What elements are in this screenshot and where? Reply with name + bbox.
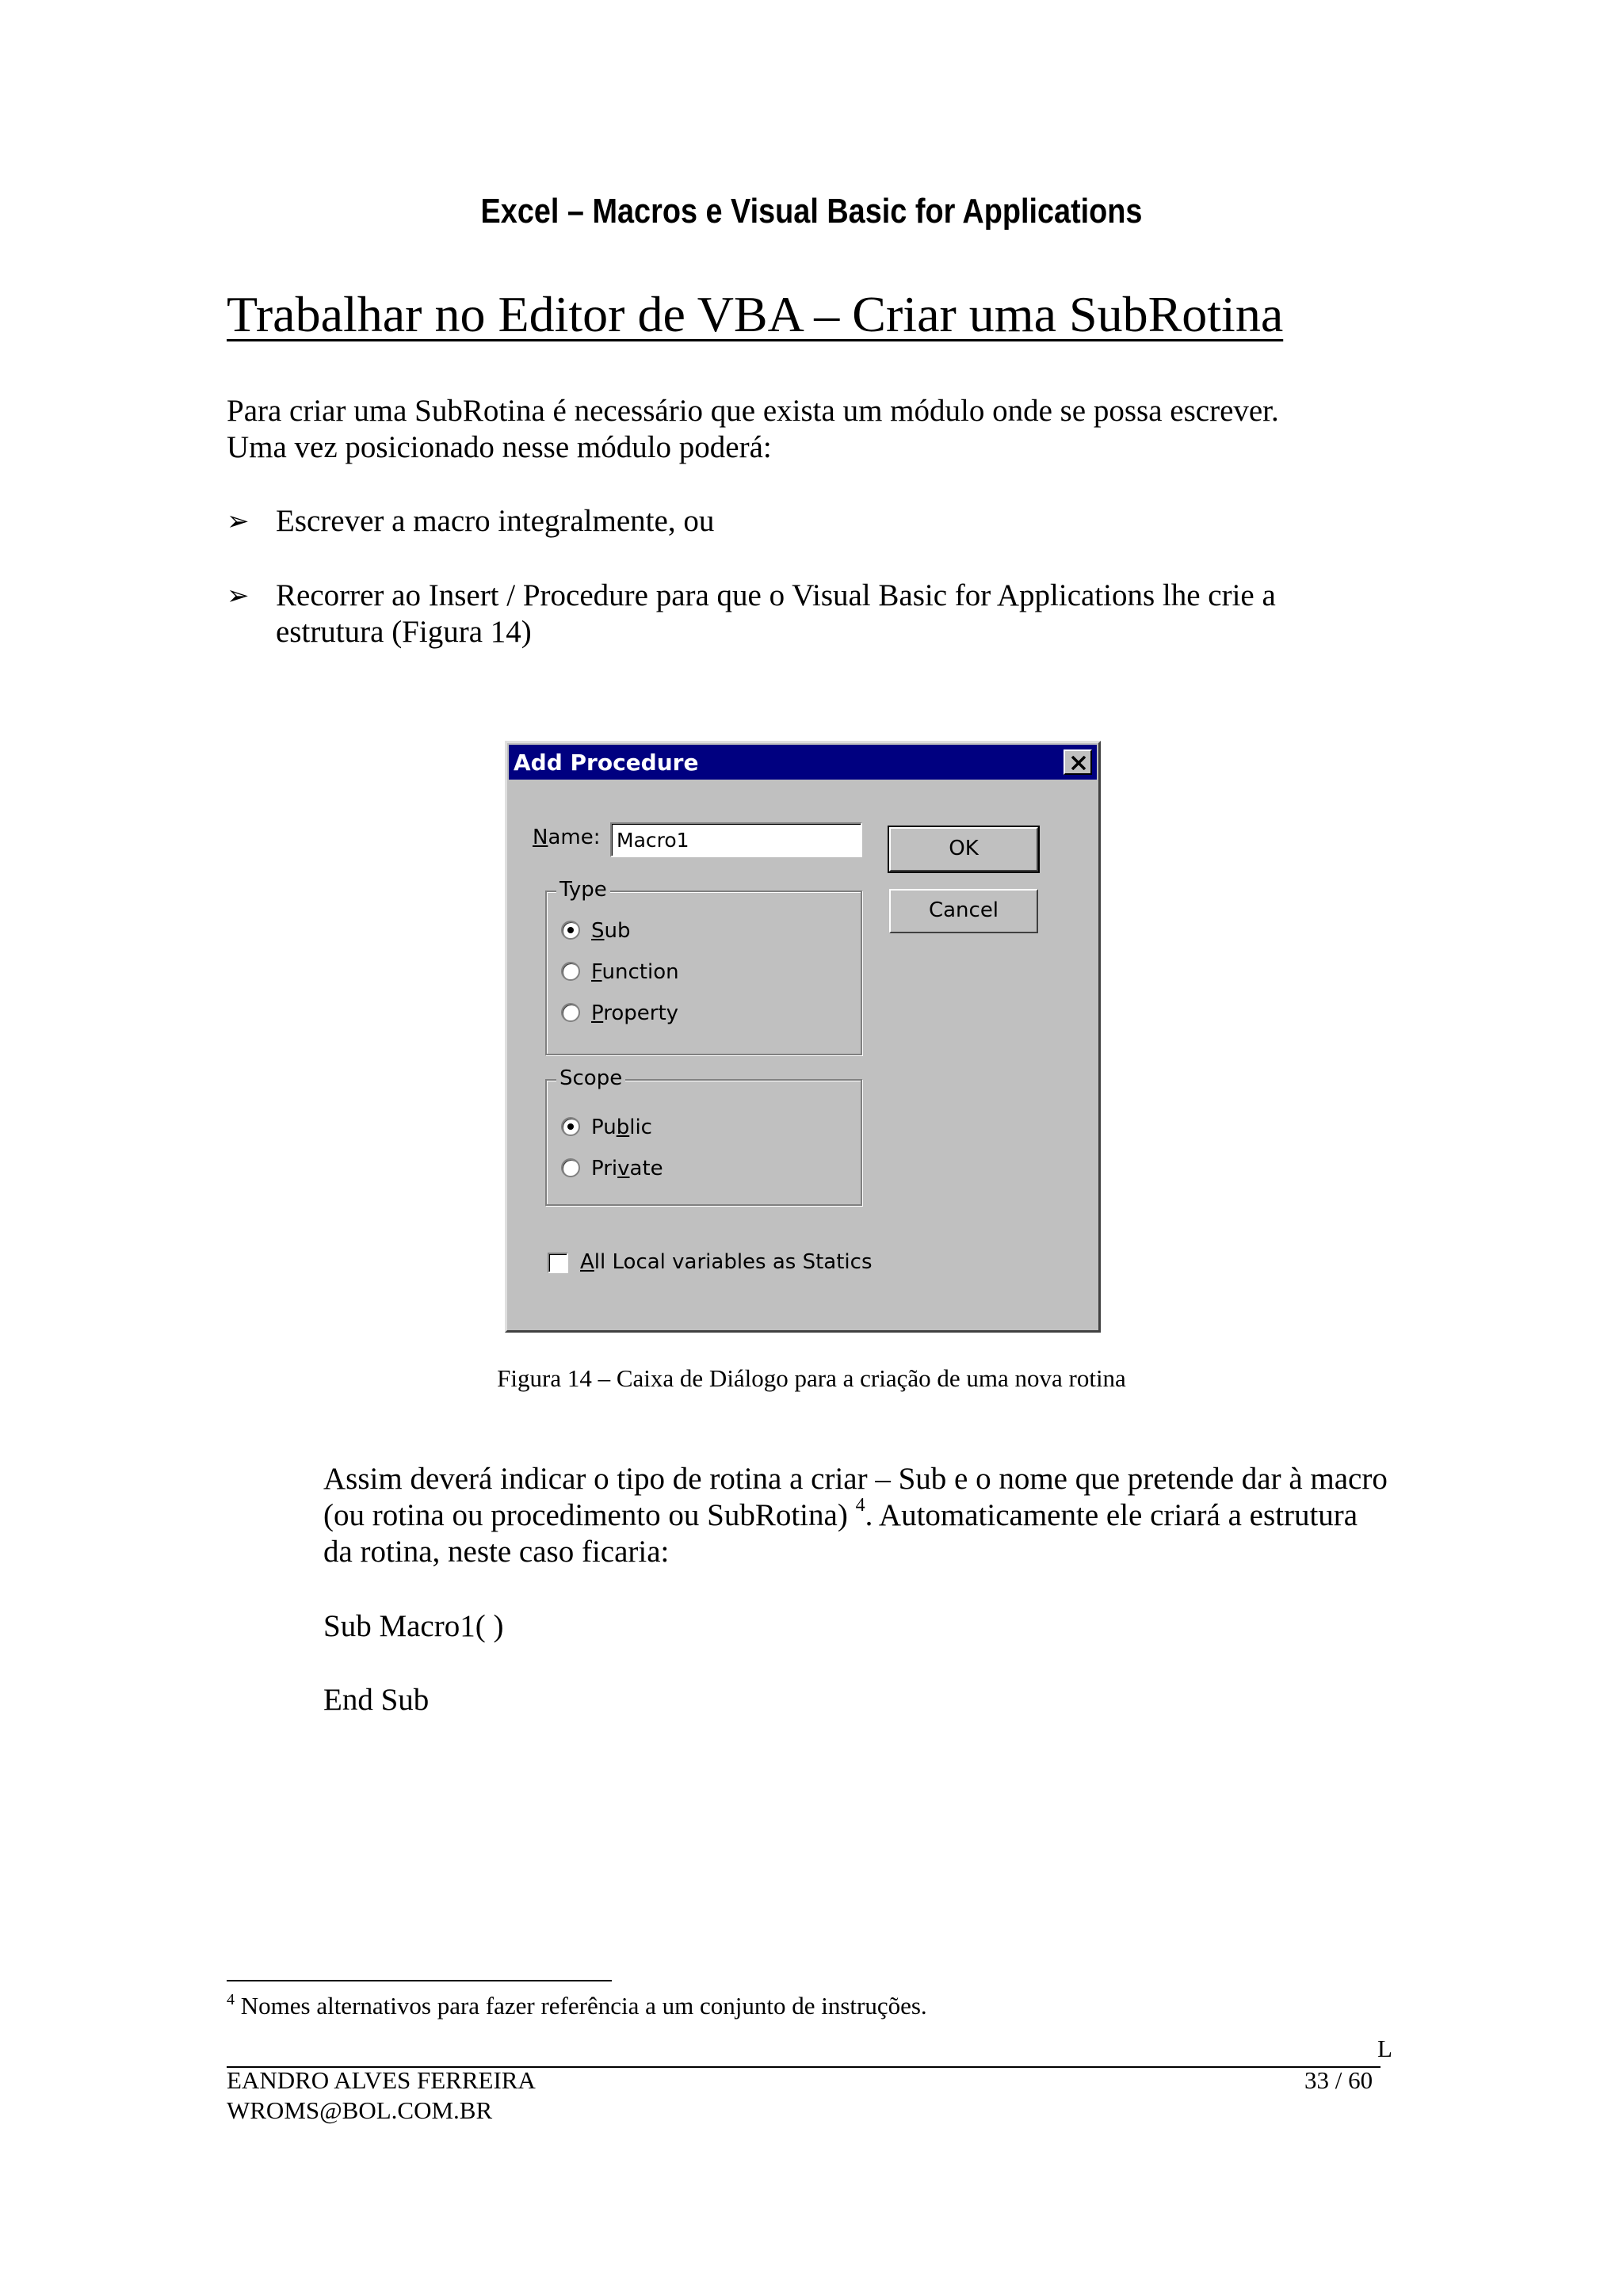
scope-group (545, 1066, 862, 1206)
radio-selected-dot (567, 1123, 574, 1130)
footer-email: WROMS@BOL.COM.BR (227, 2096, 493, 2124)
intro-line-1: Para criar uma SubRotina é necessário que exista um módulo onde se possa escrever. (227, 394, 1279, 428)
property-radio-label: Property (591, 1001, 679, 1025)
private-radio[interactable] (561, 1158, 580, 1177)
footnote-separator (227, 1980, 612, 1981)
bullet-text: Escrever a macro integralmente, ou (276, 504, 715, 538)
footer-corner-mark: L (1377, 2035, 1392, 2062)
footnote (227, 1992, 927, 2020)
radio-selected-dot (567, 927, 574, 933)
type-group-legend: Type (556, 878, 610, 902)
sub-radio-label: Sub (591, 919, 631, 943)
arrow-bullet-icon: ➢ (227, 580, 250, 612)
statics-checkbox-label: All Local variables as Statics (580, 1250, 873, 1274)
footnote-reference: 4 (855, 1495, 865, 1516)
add-procedure-dialog (505, 741, 1101, 1333)
footnote-text: Nomes alternativos para fazer referência a um conjunto de instruções. (235, 1992, 927, 2019)
type-group (545, 878, 862, 1055)
property-radio[interactable] (561, 1003, 580, 1022)
figure-caption: Figura 14 – Caixa de Diálogo para a criação de uma nova rotina (497, 1364, 1126, 1392)
code-line-end-sub: End Sub (323, 1683, 430, 1717)
footer-author: EANDRO ALVES FERREIRA (227, 2066, 536, 2094)
ok-button[interactable]: OK (889, 827, 1038, 871)
close-button[interactable] (1064, 749, 1092, 775)
name-label: Name: (533, 826, 601, 849)
body-line-2: (ou rotina ou procedimento ou SubRotina) $^4$. Automaticamente ele criará a estrutura (323, 1495, 1358, 1532)
cancel-button[interactable]: Cancel (889, 889, 1038, 933)
arrow-bullet-icon: ➢ (227, 505, 250, 537)
section-title: Trabalhar no Editor de VBA – Criar uma SubRotina (227, 286, 1284, 342)
public-radio-label: Public (591, 1116, 652, 1139)
public-radio[interactable] (561, 1117, 580, 1136)
name-input[interactable] (610, 822, 862, 857)
statics-checkbox[interactable] (548, 1253, 568, 1273)
footnote-number: 4 (227, 1991, 235, 2008)
scope-group-legend: Scope (556, 1066, 625, 1090)
footer-page-number: 33 / 60 (1304, 2066, 1373, 2094)
name-input-value: Macro1 (617, 829, 689, 852)
sub-radio[interactable] (561, 921, 580, 940)
function-radio[interactable] (561, 962, 580, 981)
dialog-titlebar (509, 745, 1097, 780)
bullet-text-continued: estrutura (Figura 14) (276, 615, 532, 649)
close-icon (1071, 756, 1086, 770)
body-line-3: da rotina, neste caso ficaria: (323, 1535, 670, 1569)
private-radio-label: Private (591, 1157, 663, 1180)
body-line-1: Assim deverá indicar o tipo de rotina a criar – Sub e o nome que pretende dar à macro (323, 1462, 1388, 1496)
function-radio-label: Function (591, 960, 679, 984)
bullet-text: Recorrer ao Insert / Procedure para que o Visual Basic for Applications lhe crie a (276, 578, 1276, 612)
code-line-sub: Sub Macro1( ) (323, 1609, 504, 1643)
dialog-title: Add Procedure (514, 749, 699, 776)
intro-line-2: Uma vez posicionado nesse módulo poderá: (227, 430, 772, 464)
document-header-title: Excel – Macros e Visual Basic for Applications (480, 192, 1143, 231)
